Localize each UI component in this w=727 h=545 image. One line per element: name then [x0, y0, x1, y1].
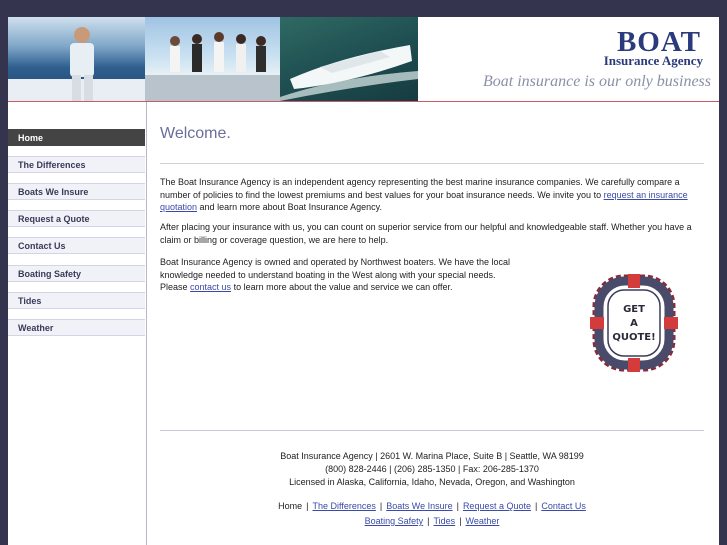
- footer-nav-row-2: [160, 515, 704, 528]
- separator: |: [379, 501, 383, 511]
- page: [8, 17, 719, 545]
- footer-phone: (800) 828-2446 | (206) 285-1350 | Fax: 206-285-1370: [325, 464, 539, 474]
- separator: |: [427, 516, 430, 526]
- banner-photo-captain: [8, 17, 145, 101]
- footer-link-boating-safety[interactable]: Boating Safety: [364, 516, 424, 526]
- footer-link-boats-we-insure[interactable]: Boats We Insure: [386, 501, 453, 511]
- sidebar-item-boats-we-insure[interactable]: Boats We Insure: [8, 183, 145, 200]
- banner-photo-group: [145, 17, 280, 101]
- sidebar-item-boating-safety[interactable]: Boating Safety: [8, 265, 145, 282]
- contact-us-link[interactable]: contact us: [190, 282, 232, 292]
- life-ring-icon: [586, 272, 682, 374]
- logo-subtitle: Insurance Agency: [603, 53, 703, 68]
- ownership-paragraph: [160, 256, 580, 294]
- captain-illustration: [8, 17, 145, 101]
- service-paragraph: After placing your insurance with us, you can count on superior service from our helpful and knowledgeable staff. Whether you have a claim or billing or coverage question, we are here to help.: [160, 222, 692, 245]
- sidebar-item-the-differences[interactable]: The Differences: [8, 156, 145, 173]
- sidebar-item-tides[interactable]: Tides: [8, 292, 145, 309]
- footer-license: Licensed in Alaska, California, Idaho, Nevada, Oregon, and Washington: [289, 477, 575, 487]
- intro-text-end: and learn more about Boat Insurance Agency.: [197, 202, 382, 212]
- separator: |: [306, 501, 309, 511]
- ownership-text-end: to learn more about the value and service we can offer.: [231, 282, 453, 292]
- banner-photo-boat: [280, 17, 418, 101]
- footer-home-text[interactable]: Home: [278, 501, 303, 511]
- ownership-line-3: [160, 281, 580, 294]
- footer-link-the-differences[interactable]: The Differences: [312, 501, 376, 511]
- footer-divider: [160, 430, 704, 431]
- tagline: Boat insurance is our only business: [483, 73, 711, 90]
- logo-wordmark[interactable]: BOAT: [616, 26, 701, 58]
- footer-link-contact-us[interactable]: Contact Us: [541, 501, 586, 511]
- ownership-text: Please: [160, 282, 191, 292]
- sidebar-item-home[interactable]: Home: [8, 129, 145, 146]
- footer-link-weather[interactable]: Weather: [465, 516, 500, 526]
- badge-text-get: GET: [623, 304, 645, 315]
- title-divider: [160, 163, 704, 164]
- sidebar-item-request-a-quote[interactable]: Request a Quote: [8, 210, 145, 227]
- sidebar-item-weather[interactable]: Weather: [8, 319, 145, 336]
- ownership-line-2: knowledge needed to understand boating in the West along with your special needs.: [160, 269, 496, 280]
- separator: |: [456, 501, 459, 511]
- footer-link-request-a-quote[interactable]: Request a Quote: [462, 501, 531, 511]
- ownership-line-1: Boat Insurance Agency is owned and operated by Northwest boaters. We have the local: [160, 257, 511, 267]
- request-quote-link[interactable]: request an insurance quotation: [160, 189, 688, 212]
- footer-nav-row-1: [160, 500, 704, 513]
- speedboat-illustration: [280, 17, 418, 101]
- sidebar-item-contact-us[interactable]: Contact Us: [8, 237, 145, 254]
- separator: |: [534, 501, 538, 511]
- intro-text: The Boat Insurance Agency is an independent agency representing the best marine insurance companies. We carefully compare a number of policies to find the lowest premiums and best values for your boat insurance needs. We invite you to: [160, 177, 680, 200]
- logo-area: [418, 17, 719, 101]
- sidebar-nav: [8, 102, 147, 545]
- footer-link-tides[interactable]: Tides: [433, 516, 456, 526]
- page-title: Welcome.: [160, 125, 231, 142]
- intro-paragraph: [160, 176, 704, 214]
- get-a-quote-badge[interactable]: [586, 272, 682, 374]
- group-illustration: [145, 17, 280, 101]
- badge-text-a: A: [630, 318, 638, 329]
- separator: |: [459, 516, 462, 526]
- header-banner: [8, 17, 719, 102]
- badge-text-quote: QUOTE!: [612, 332, 656, 343]
- footer-address: Boat Insurance Agency | 2601 W. Marina Place, Suite B | Seattle, WA 98199: [280, 451, 584, 461]
